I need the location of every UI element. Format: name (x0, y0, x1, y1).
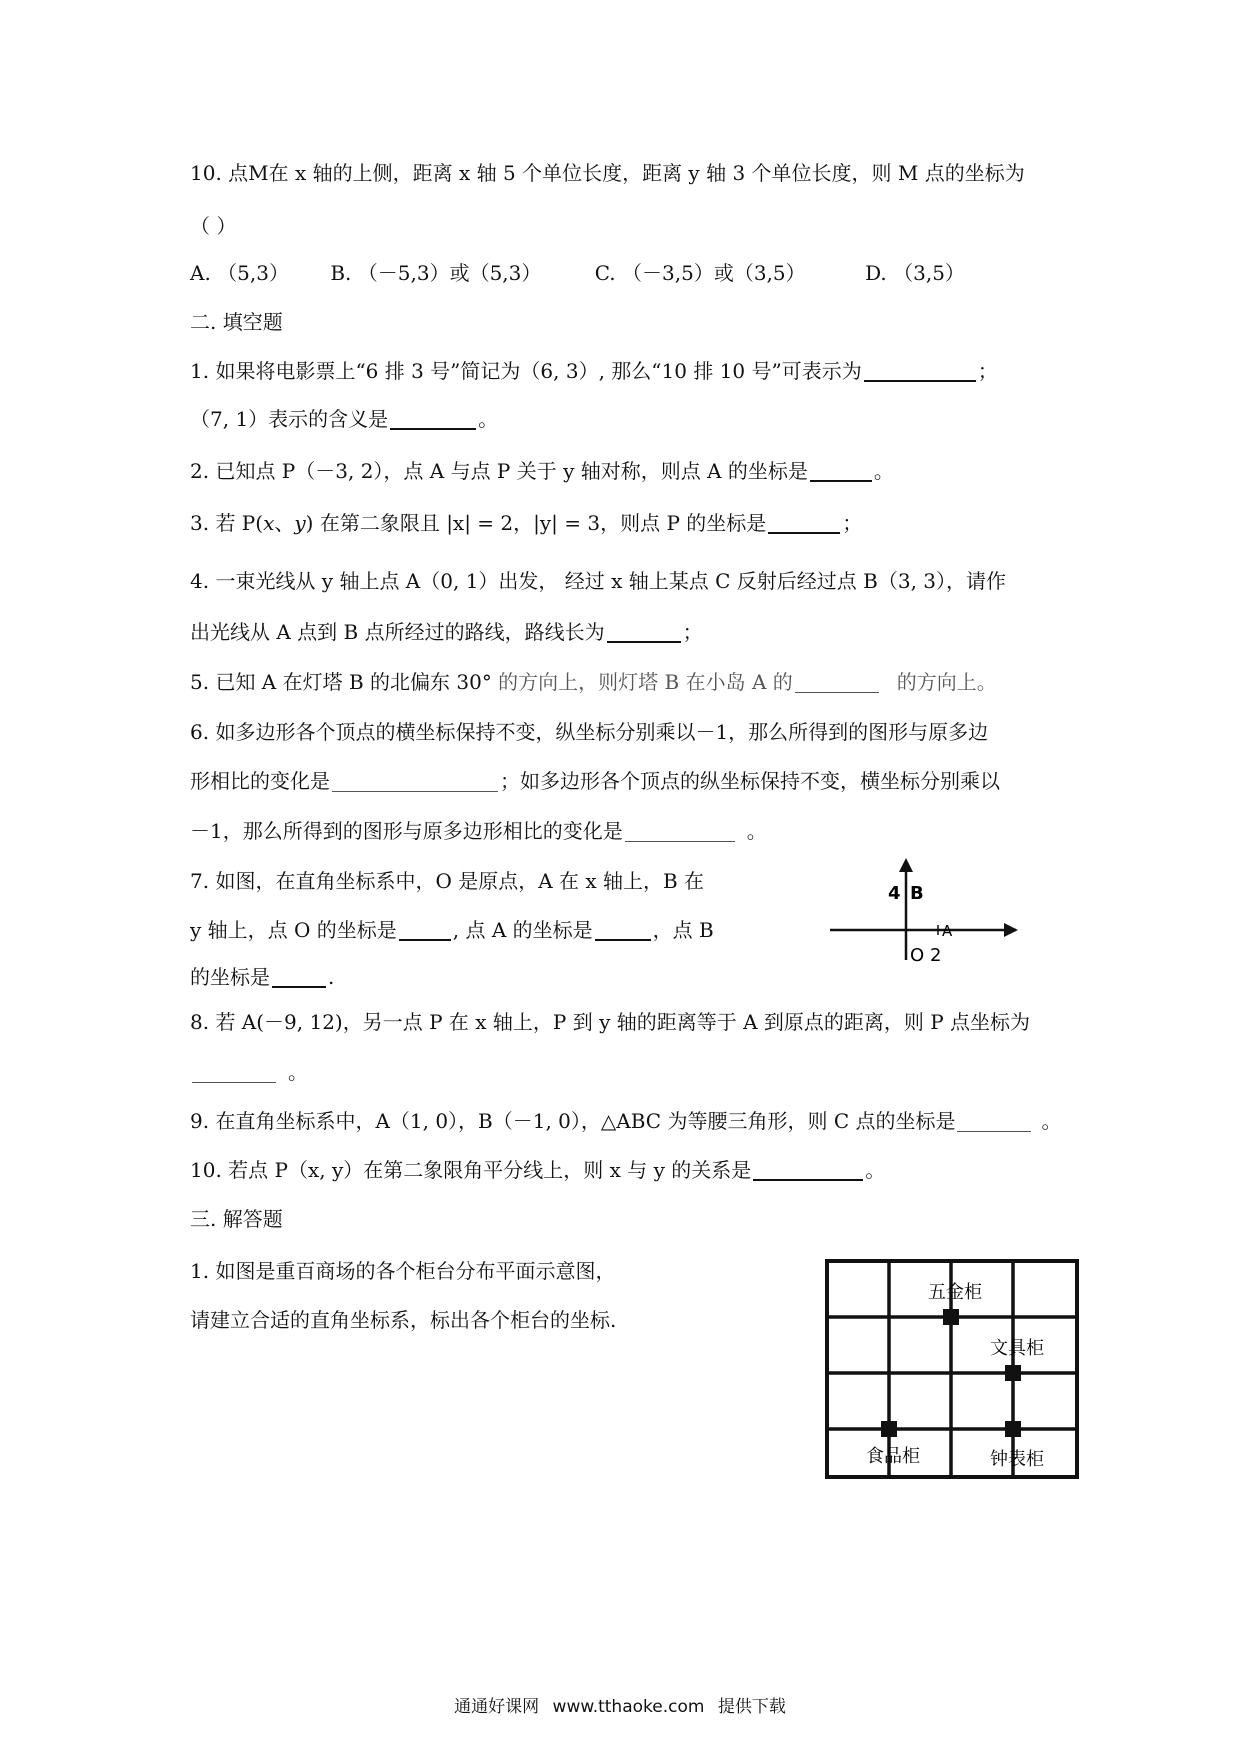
store-layout-figure (824, 1258, 1080, 1480)
option-a: A. （5,3） (190, 261, 289, 285)
answer-blank[interactable] (595, 917, 651, 941)
answer-blank[interactable] (768, 510, 840, 534)
mc-question-10-text: 10. 点M在 x 轴的上侧，距离 x 轴 5 个单位长度，距离 y 轴 3 个单位长度，则 M 点的坐标为 (190, 161, 1025, 185)
answer-blank[interactable] (390, 406, 476, 430)
option-d: D. （3,5） (865, 261, 965, 285)
label-b: B (910, 883, 924, 904)
label-4: 4 (888, 883, 901, 904)
answer-blank[interactable] (957, 1109, 1031, 1132)
fill-question-4a: 4. 一束光线从 y 轴上点 A（0, 1）出发， 经过 x 轴上某点 C 反射后经过点 B（3, 3），请作 (190, 569, 1007, 593)
fill-question-9: 9. 在直角坐标系中，A（1, 0），B（－1, 0），△ABC 为等腰三角形，则 C 点的坐标是 。 (190, 1109, 1062, 1133)
abs-y-expression: |y| = 3 (533, 511, 601, 535)
label-shipin: 食品柜 (866, 1446, 920, 1467)
fill-question-7b: y 轴上，点 O 的坐标是 , 点 A 的坐标是 ，点 B (190, 918, 714, 942)
label-a: A (942, 922, 953, 940)
fill-question-10: 10. 若点 P（x, y）在第二象限角平分线上，则 x 与 y 的关系是 。 (190, 1158, 886, 1182)
marker-wenju (1005, 1365, 1021, 1381)
answer-blank[interactable] (625, 819, 735, 842)
label-wujin: 五金柜 (928, 1282, 982, 1303)
mc-question-10 (190, 158, 1025, 188)
answer-blank[interactable] (272, 964, 326, 988)
fill-question-7a: 7. 如图，在直角坐标系中，O 是原点，A 在 x 轴上，B 在 (190, 869, 705, 893)
answer-question-1a: 1. 如图是重百商场的各个柜台分布平面示意图， (190, 1259, 616, 1283)
fill-question-6a: 6. 如多边形各个顶点的横坐标保持不变，纵坐标分别乘以－1，那么所得到的图形与原多边 (190, 720, 989, 744)
answer-question-1b: 请建立合适的直角坐标系，标出各个柜台的坐标. (190, 1308, 617, 1332)
fill-question-7c: 的坐标是 . (190, 965, 335, 989)
footer-url[interactable]: www.tthaoke.com (552, 1697, 705, 1717)
fill-question-1a: 1. 如果将电影票上“6 排 3 号”简记为（6, 3）, 那么“10 排 10 号”可表示为 ； (190, 359, 998, 383)
answer-blank[interactable] (192, 1060, 276, 1083)
label-zhongbiao: 钟表柜 (990, 1449, 1044, 1470)
answer-blank[interactable] (399, 917, 451, 941)
label-wenju: 文具柜 (990, 1338, 1044, 1359)
section-2-heading: 二. 填空题 (190, 310, 283, 334)
fill-question-1b: （7, 1）表示的含义是 。 (190, 407, 499, 431)
marker-zhongbiao (1005, 1421, 1021, 1437)
label-2: 2 (930, 945, 942, 966)
option-b: B. （－5,3）或（5,3） (330, 261, 542, 285)
fill-question-6c: －1，那么所得到的图形与原多边形相比的变化是 。 (190, 819, 767, 843)
marker-wujin (943, 1309, 959, 1325)
answer-blank[interactable] (332, 769, 498, 792)
label-o: O (910, 945, 925, 966)
fill-question-6b: 形相比的变化是 ；如多边形各个顶点的纵坐标保持不变，横坐标分别乘以 (190, 769, 1000, 793)
mc-question-10-paren: （ ） (190, 214, 237, 238)
fill-question-3: 3. 若 P(x、y) 在第二象限且 |x| = 2，|y| = 3，则点 P 的坐标是 ； (190, 511, 863, 535)
page-footer (0, 1692, 1240, 1717)
answer-blank[interactable] (810, 458, 872, 482)
footer-tail: 提供下载 (717, 1697, 786, 1717)
answer-blank[interactable] (864, 358, 976, 382)
fill-question-2: 2. 已知点 P（－3, 2），点 A 与点 P 关于 y 轴对称，则点 A 的坐标是 。 (190, 459, 894, 483)
section-3-heading: 三. 解答题 (190, 1207, 283, 1231)
footer-site-name: 通通好课网 (454, 1697, 540, 1717)
mc-options (190, 258, 965, 288)
answer-blank[interactable] (795, 670, 879, 693)
fill-question-4b: 出光线从 A 点到 B 点所经过的路线，路线长为 ； (190, 620, 703, 644)
answer-blank[interactable] (607, 619, 681, 643)
answer-blank[interactable] (753, 1157, 863, 1181)
fill-question-8b: 。 (190, 1057, 308, 1087)
abs-x-expression: |x| = 2 (446, 511, 514, 535)
fill-question-8a: 8. 若 A(－9, 12)，另一点 P 在 x 轴上，P 到 y 轴的距离等于 A 到原点的距离，则 P 点坐标为 (190, 1010, 1031, 1034)
fill-question-5: 5. 已知 A 在灯塔 B 的北偏东 30° 的方向上，则灯塔 B 在小岛 A 的 的方向上。 (190, 670, 997, 694)
figure-7-axes (820, 856, 1020, 976)
marker-shipin (881, 1421, 897, 1437)
option-c: C. （－3,5）或（3,5） (594, 261, 806, 285)
